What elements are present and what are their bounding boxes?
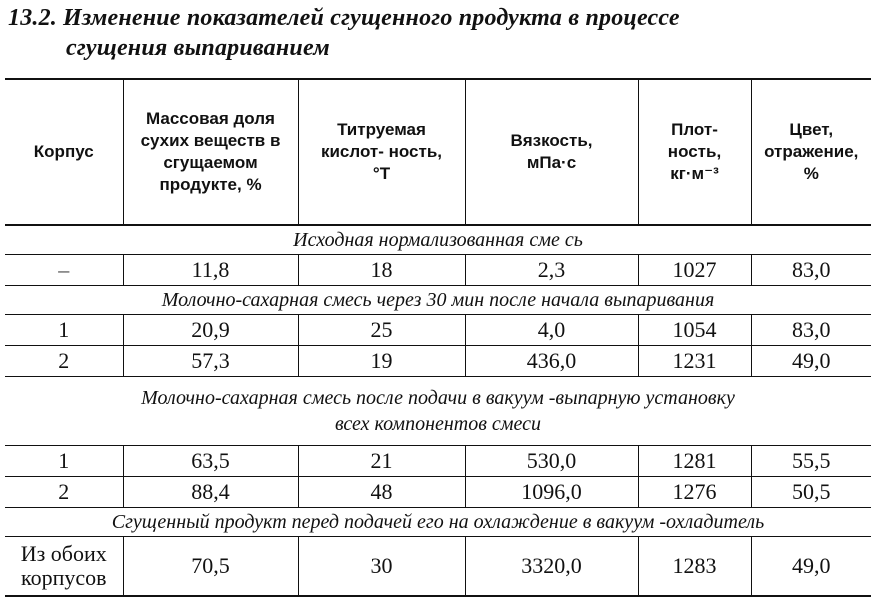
cell-dry-matter: 11,8 (123, 255, 298, 286)
cell-viscosity: 2,3 (465, 255, 638, 286)
cell-density: 1276 (638, 477, 751, 508)
cell-acidity: 21 (298, 446, 465, 477)
section-row (5, 377, 871, 446)
table-row (5, 315, 871, 346)
cell-acidity: 19 (298, 346, 465, 377)
section-title: Сгущенный продукт перед подачей его на охлаждение в вакуум -охладитель (5, 508, 871, 537)
caption-number: 13.2. (8, 5, 57, 31)
table-caption (8, 3, 868, 63)
section-row (5, 508, 871, 537)
table-row (5, 477, 871, 508)
section-row (5, 286, 871, 315)
header-viscosity: Вязкость, мПа·с (465, 79, 638, 225)
cell-color: 49,0 (751, 537, 871, 597)
table-row (5, 346, 871, 377)
cell-acidity: 48 (298, 477, 465, 508)
cell-korpus: Из обоих корпусов (5, 537, 123, 597)
cell-viscosity: 4,0 (465, 315, 638, 346)
cell-dry-matter: 63,5 (123, 446, 298, 477)
header-color: Цвет, отражение, % (751, 79, 871, 225)
section-title: Молочно-сахарная смесь через 30 мин после начала выпаривания (5, 286, 871, 315)
table-row (5, 537, 871, 597)
data-table (5, 78, 871, 597)
cell-viscosity: 530,0 (465, 446, 638, 477)
table-row (5, 255, 871, 286)
cell-korpus: 1 (5, 446, 123, 477)
cell-dry-matter: 70,5 (123, 537, 298, 597)
cell-korpus: – (5, 255, 123, 286)
caption-line-2: сгущения выпариванием (66, 35, 330, 61)
cell-dry-matter: 20,9 (123, 315, 298, 346)
cell-dry-matter: 88,4 (123, 477, 298, 508)
section-title (5, 377, 871, 446)
caption-line-1: Изменение показателей сгущенного продукта в процессе (63, 5, 680, 31)
header-acidity: Титруемая кислот- ность, °Т (298, 79, 465, 225)
cell-acidity: 25 (298, 315, 465, 346)
section-title-line-2: всех компонентов смеси (334, 413, 542, 435)
section-title-line-1: Молочно-сахарная смесь после подачи в вакуум -выпарную установку (141, 387, 735, 409)
cell-density: 1027 (638, 255, 751, 286)
section-row (5, 225, 871, 255)
cell-color: 55,5 (751, 446, 871, 477)
cell-color: 83,0 (751, 315, 871, 346)
cell-viscosity: 3320,0 (465, 537, 638, 597)
header-density: Плот- ность, кг·м⁻³ (638, 79, 751, 225)
cell-density: 1054 (638, 315, 751, 346)
header-korpus: Корпус (5, 79, 123, 225)
cell-color: 83,0 (751, 255, 871, 286)
cell-density: 1231 (638, 346, 751, 377)
header-dry-matter: Массовая доля сухих веществ в сгущаемом продукте, % (123, 79, 298, 225)
cell-acidity: 30 (298, 537, 465, 597)
cell-acidity: 18 (298, 255, 465, 286)
cell-color: 50,5 (751, 477, 871, 508)
header-row (5, 79, 871, 225)
cell-korpus: 2 (5, 477, 123, 508)
cell-density: 1281 (638, 446, 751, 477)
section-title: Исходная нормализованная сме сь (5, 225, 871, 255)
cell-viscosity: 436,0 (465, 346, 638, 377)
cell-viscosity: 1096,0 (465, 477, 638, 508)
cell-korpus: 1 (5, 315, 123, 346)
cell-korpus: 2 (5, 346, 123, 377)
table-row (5, 446, 871, 477)
cell-density: 1283 (638, 537, 751, 597)
cell-dry-matter: 57,3 (123, 346, 298, 377)
cell-color: 49,0 (751, 346, 871, 377)
